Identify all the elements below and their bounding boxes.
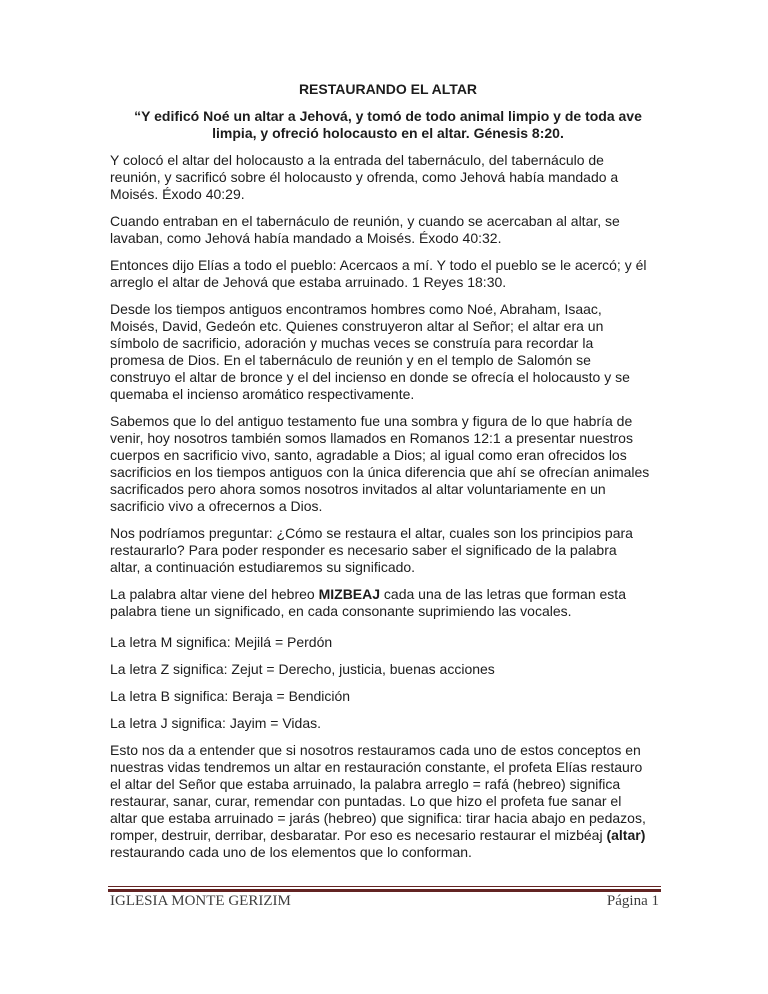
paragraph-reyes-18-30 — [110, 257, 666, 291]
document-title — [110, 81, 666, 98]
paragraph-exodo-40-29 — [110, 152, 666, 203]
paragraph-exodo-40-32 — [110, 213, 666, 247]
text-line: promesa de Dios. En el tabernáculo de reunión y en el templo de Salomón se — [110, 352, 591, 368]
text-line: RESTAURANDO EL ALTAR — [298, 81, 478, 97]
footer-organization: IGLESIA MONTE GERIZIM — [110, 893, 291, 909]
text-line: La letra B significa: Beraja = Bendición — [110, 688, 351, 704]
text-line: Nos podríamos preguntar: ¿Cómo se restaura el altar, cuales son los principios para — [110, 525, 633, 541]
text-line: altar que estaba arruinado = jarás (hebreo) que significa: tirar hacia abajo en pedazos, — [110, 810, 646, 826]
text-line: venir, hoy nosotros también somos llamados en Romanos 12:1 a presentar nuestros — [110, 430, 633, 446]
document-body — [110, 81, 666, 871]
text-line: Desde los tiempos antiguos encontramos hombres como Noé, Abraham, Isaac, — [110, 301, 602, 317]
text-line: La letra Z significa: Zejut = Derecho, justicia, buenas acciones — [110, 661, 495, 677]
text-line: La letra J significa: Jayim = Vidas. — [110, 715, 322, 731]
text-line: cuerpos en sacrificio vivo, santo, agradable a Dios; al igual como eran ofrecidos los — [110, 447, 627, 463]
footer-divider-rule — [108, 886, 661, 892]
text-line: romper, destruir, derribar, desbaratar. Por eso es necesario restaurar el mizbéaj (altar) — [110, 827, 646, 843]
text-line: limpia, y ofreció holocausto en el altar. Génesis 8:20. — [212, 125, 564, 141]
text-line: sacrificio vivo a ofrecernos a Dios. — [110, 498, 323, 514]
text-line: La palabra altar viene del hebreo MIZBEAJ cada una de las letras que forman esta — [110, 586, 626, 602]
text-line: construyo el altar de bronce y el del incienso en donde se ofrecía el holocausto y se — [110, 369, 630, 385]
text-line: palabra tiene un significado, en cada consonante suprimiendo las vocales. — [110, 603, 572, 619]
letter-b-line — [110, 688, 666, 705]
letter-z-line — [110, 661, 666, 678]
text-line: quemaba el incienso aromático respectivamente. — [110, 386, 415, 402]
scripture-quote — [110, 108, 666, 142]
text-line: sacrificados pero ahora somos nosotros invitados al altar voluntariamente en un — [110, 481, 606, 497]
paragraph-pregunta-restaurar — [110, 525, 666, 576]
paragraph-sombra-y-figura — [110, 413, 666, 515]
text-line: Esto nos da a entender que si nosotros restauramos cada uno de estos conceptos en — [110, 742, 641, 758]
text-line: restaurarlo? Para poder responder es necesario saber el significado de la palabra — [110, 542, 617, 558]
text-line: La letra M significa: Mejilá = Perdón — [110, 634, 333, 650]
text-line: Entonces dijo Elías a todo el pueblo: Acercaos a mí. Y todo el pueblo se le acercó; y él — [110, 257, 647, 273]
text-line: “Y edificó Noé un altar a Jehová, y tomó de todo animal limpio y de toda ave — [134, 108, 642, 124]
text-line: Moisés, David, Gedeón etc. Quienes construyeron altar al Señor; el altar era un — [110, 318, 604, 334]
letter-j-line — [110, 715, 666, 732]
text-line: sacrificios en los tiempos antiguos con la única diferencia que ahí se ofrecían animales — [110, 464, 650, 480]
page-footer — [110, 893, 659, 910]
text-line: Y colocó el altar del holocausto a la entrada del tabernáculo, del tabernáculo de — [110, 152, 604, 168]
paragraph-conclusion — [110, 742, 666, 861]
footer-page-number: Página 1 — [606, 893, 659, 909]
text-line: Cuando entraban en el tabernáculo de reunión, y cuando se acercaban al altar, se — [110, 213, 620, 229]
text-line: altar, a continuación estudiaremos su significado. — [110, 559, 416, 575]
paragraph-tiempos-antiguos — [110, 301, 666, 403]
text-line: restaurando cada uno de los elementos que lo conforman. — [110, 844, 472, 860]
letter-m-line — [110, 634, 666, 651]
text-line: el altar del Señor que estaba arruinado, la palabra arreglo = rafá (hebreo) significa — [110, 776, 621, 792]
text-line: lavaban, como Jehová había mandado a Moisés. Éxodo 40:32. — [110, 230, 502, 246]
text-line: nuestras vidas tendremos un altar en restauración constante, el profeta Elías restauro — [110, 759, 643, 775]
text-line: Moisés. Éxodo 40:29. — [110, 186, 245, 202]
text-line: restaurar, sanar, curar, remendar con puntadas. Lo que hizo el profeta fue sanar el — [110, 793, 622, 809]
text-line: arreglo el altar de Jehová que estaba arruinado. 1 Reyes 18:30. — [110, 274, 507, 290]
text-line: símbolo de sacrificio, adoración y muchas veces se construía para recordar la — [110, 335, 594, 351]
text-line: reunión, y sacrificó sobre él holocausto y ofrenda, como Jehová había mandado a — [110, 169, 619, 185]
paragraph-mizbeaj — [110, 586, 666, 620]
text-line: Sabemos que lo del antiguo testamento fue una sombra y figura de lo que habría de — [110, 413, 633, 429]
